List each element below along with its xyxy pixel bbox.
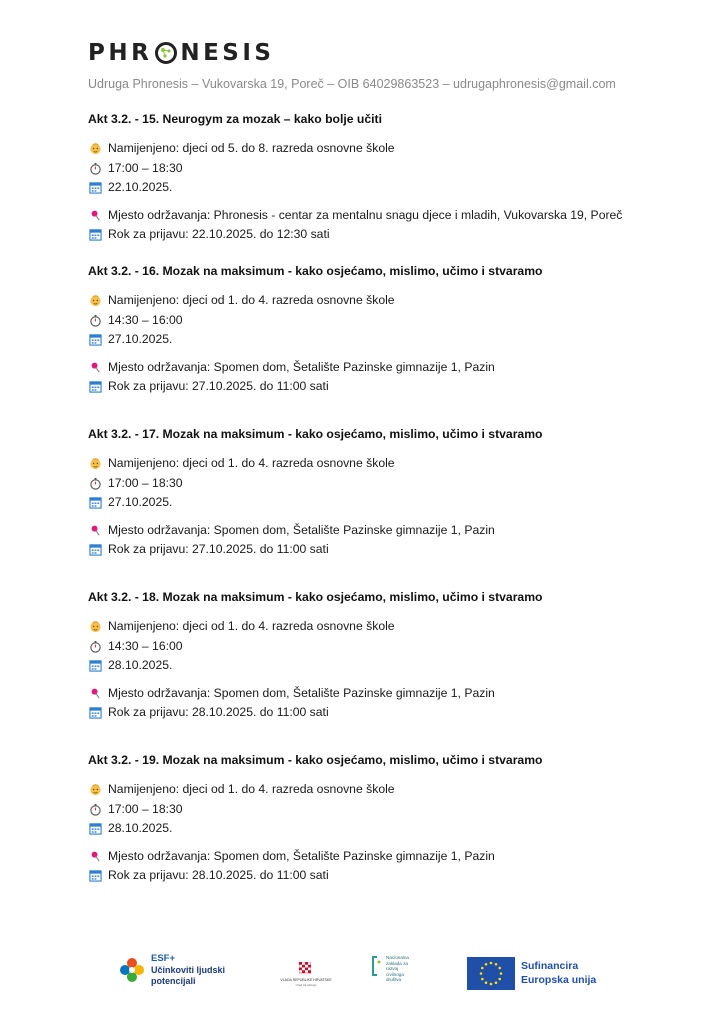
time-text: 14:30 – 16:00 <box>108 638 183 653</box>
calendar-icon <box>88 181 102 195</box>
calendar-icon <box>88 333 102 347</box>
zaklada-line5: društva <box>386 977 402 983</box>
child-face-icon <box>88 783 102 797</box>
date-text: 28.10.2025. <box>108 658 173 672</box>
audience-line <box>88 139 648 159</box>
audience-line <box>88 454 648 474</box>
location-text: Mjesto održavanja: Spomen dom, Šetalište Pazinske gimnazije 1, Pazin <box>108 359 495 374</box>
nacionalna-zaklada-logo <box>372 954 432 998</box>
time-text: 14:30 – 16:00 <box>108 312 183 327</box>
pushpin-icon <box>88 849 102 863</box>
location-line <box>88 521 648 541</box>
time-line <box>88 800 648 820</box>
pushpin-icon <box>88 686 102 700</box>
organization-info: Udruga Phronesis – Vukovarska 19, Poreč – OIB 64029863523 – udrugaphronesis@gmail.com <box>88 77 616 91</box>
location-text: Mjesto održavanja: Spomen dom, Šetalište Pazinske gimnazije 1, Pazin <box>108 848 495 863</box>
deadline-line <box>88 377 648 397</box>
date-line <box>88 330 648 350</box>
date-text: 27.10.2025. <box>108 495 173 509</box>
zaklada-line2: zaklada za <box>386 960 408 966</box>
logo-text-right: NESIS <box>180 40 275 66</box>
time-text: 17:00 – 18:30 <box>108 475 183 490</box>
esf-flower-icon <box>117 955 147 985</box>
location-text: Mjesto održavanja: Spomen dom, Šetalište Pazinske gimnazije 1, Pazin <box>108 522 495 537</box>
date-line <box>88 493 648 513</box>
audience-text: Namijenjeno: djeci od 1. do 4. razreda osnovne škole <box>108 293 395 307</box>
esf-brand: ESF+ <box>151 953 176 964</box>
audience-line <box>88 617 648 637</box>
pushpin-icon <box>88 208 102 222</box>
child-face-icon <box>88 142 102 156</box>
act-title: Akt 3.2. - 17. Mozak na maksimum - kako osjećamo, mislimo, učimo i stvaramo <box>88 427 543 441</box>
eu-line2: Europska unija <box>521 974 597 986</box>
pushpin-icon <box>88 360 102 374</box>
deadline-line <box>88 866 648 886</box>
audience-line <box>88 291 648 311</box>
deadline-text: Rok za prijavu: 28.10.2025. do 11:00 sati <box>108 705 329 719</box>
esf-line2: potencijali <box>151 976 196 986</box>
act-block <box>88 751 648 886</box>
time-text: 17:00 – 18:30 <box>108 160 183 175</box>
logo-o-mark-icon <box>154 41 178 65</box>
act-block <box>88 588 648 723</box>
stopwatch-icon <box>88 476 102 490</box>
audience-line <box>88 780 648 800</box>
act-block <box>88 425 648 560</box>
phronesis-logo <box>88 40 274 66</box>
eu-flag-icon <box>467 957 515 990</box>
child-face-icon <box>88 620 102 634</box>
time-line <box>88 474 648 494</box>
deadline-text: Rok za prijavu: 27.10.2025. do 11:00 sati <box>108 542 329 556</box>
location-text: Mjesto održavanja: Phronesis - centar za mentalnu snagu djece i mladih, Vukovarska 19, Poreč <box>108 207 623 222</box>
calendar-icon <box>88 822 102 836</box>
act-block <box>88 262 648 397</box>
child-face-icon <box>88 457 102 471</box>
eu-cofunded-logo <box>467 957 607 993</box>
audience-text: Namijenjeno: djeci od 1. do 4. razreda osnovne škole <box>108 456 395 470</box>
act-block <box>88 110 648 245</box>
time-text: 17:00 – 18:30 <box>108 801 183 816</box>
deadline-text: Rok za prijavu: 28.10.2025. do 11:00 sati <box>108 868 329 882</box>
date-line <box>88 656 648 676</box>
act-title: Akt 3.2. - 16. Mozak na maksimum - kako osjećamo, mislimo, učimo i stvaramo <box>88 264 543 278</box>
deadline-text: Rok za prijavu: 22.10.2025. do 12:30 sati <box>108 227 330 241</box>
zaklada-text <box>386 955 409 983</box>
calendar-icon <box>88 659 102 673</box>
zaklada-line4: civilnoga <box>386 971 404 977</box>
time-line <box>88 311 648 331</box>
location-line <box>88 684 648 704</box>
act-title: Akt 3.2. - 18. Mozak na maksimum - kako osjećamo, mislimo, učimo i stvaramo <box>88 590 543 604</box>
pushpin-icon <box>88 523 102 537</box>
deadline-line <box>88 225 648 245</box>
croatian-government-logo <box>276 962 336 992</box>
date-text: 28.10.2025. <box>108 821 173 835</box>
date-text: 27.10.2025. <box>108 332 173 346</box>
location-text: Mjesto održavanja: Spomen dom, Šetalište Pazinske gimnazije 1, Pazin <box>108 685 495 700</box>
date-line <box>88 178 648 198</box>
stopwatch-icon <box>88 639 102 653</box>
logo-text-left: PHR <box>88 40 153 66</box>
esf-logo <box>117 953 237 997</box>
deadline-line <box>88 703 648 723</box>
audience-text: Namijenjeno: djeci od 5. do 8. razreda osnovne škole <box>108 141 395 155</box>
calendar-icon <box>88 496 102 510</box>
act-title: Akt 3.2. - 15. Neurogym za mozak – kako bolje učiti <box>88 112 382 126</box>
calendar-icon <box>88 706 102 720</box>
child-face-icon <box>88 294 102 308</box>
calendar-icon <box>88 869 102 883</box>
stopwatch-icon <box>88 802 102 816</box>
funding-footer <box>0 950 723 1000</box>
deadline-text: Rok za prijavu: 27.10.2025. do 11:00 sati <box>108 379 329 393</box>
location-line <box>88 847 648 867</box>
zaklada-bracket-icon <box>372 956 382 976</box>
deadline-line <box>88 540 648 560</box>
gov-text: VLADA REPUBLIKE HRVATSKE <box>280 978 332 982</box>
zaklada-line1: Nacionalna <box>386 955 409 960</box>
date-line <box>88 819 648 839</box>
croatian-coat-of-arms-icon <box>299 962 311 976</box>
gov-subtext: Ured za udruge <box>295 983 317 987</box>
time-line <box>88 159 648 179</box>
calendar-icon <box>88 543 102 557</box>
audience-text: Namijenjeno: djeci od 1. do 4. razreda osnovne škole <box>108 619 395 633</box>
calendar-icon <box>88 380 102 394</box>
audience-text: Namijenjeno: djeci od 1. do 4. razreda osnovne škole <box>108 782 395 796</box>
stopwatch-icon <box>88 161 102 175</box>
stopwatch-icon <box>88 313 102 327</box>
location-line <box>88 206 648 226</box>
date-text: 22.10.2025. <box>108 180 173 194</box>
act-title: Akt 3.2. - 19. Mozak na maksimum - kako osjećamo, mislimo, učimo i stvaramo <box>88 753 543 767</box>
time-line <box>88 637 648 657</box>
zaklada-line3: razvoj <box>386 966 399 972</box>
calendar-icon <box>88 228 102 242</box>
esf-line1: Učinkoviti ljudski <box>151 965 226 975</box>
eu-line1: Sufinancira <box>521 960 579 972</box>
location-line <box>88 358 648 378</box>
